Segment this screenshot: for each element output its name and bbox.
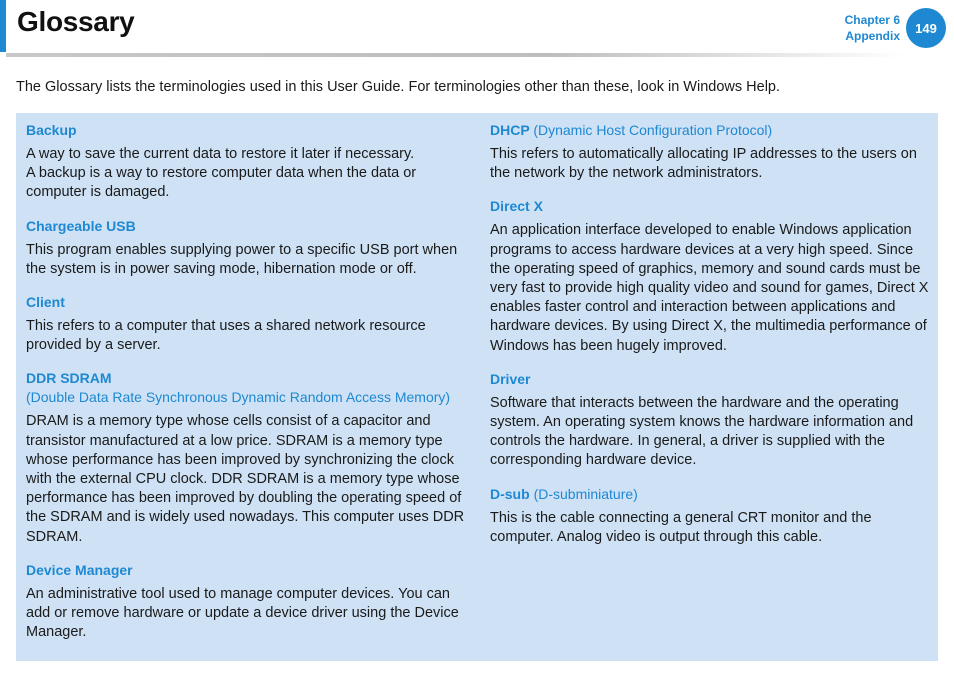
glossary-definition: DRAM is a memory type whose cells consist of a capacitor and transistor manufactured at a low price. SDRAM is a memory type whose performance has been improved by synchronizing the clock with the external CPU clock. DDR SDRAM is a memory type whose performance has been improved by doubling the operating speed of the SDRAM and is widely used nowadays. This computer uses DDR SDRAM. [26, 413, 465, 545]
glossary-definition [26, 145, 471, 203]
glossary-term-line [490, 485, 935, 504]
glossary-box [16, 113, 938, 661]
intro-paragraph: The Glossary lists the terminologies used in this User Guide. For terminologies other than these, look in Windows Help. [16, 79, 781, 95]
glossary-term: Device Manager [26, 561, 133, 578]
glossary-term: Direct X [490, 198, 543, 215]
glossary-entry [26, 561, 471, 643]
glossary-definition: Software that interacts between the hardware and the operating system. An operating system knows the hardware information and controls the hardware. In general, a driver is supplied with the corresponding hardware device. [490, 394, 914, 469]
chapter-label: Chapter 6 [844, 13, 900, 27]
title-divider [6, 53, 906, 57]
page-title: Glossary [17, 6, 135, 37]
definition-line: A way to save the current data to restore it later if necessary. A backup is a way to restore computer data when the data or computer is damaged. [26, 146, 417, 201]
glossary-entry [26, 121, 471, 203]
glossary-entry [490, 121, 935, 183]
glossary-expansion: (Double Data Rate Synchronous Dynamic Random Access Memory) [26, 389, 451, 406]
glossary-column-left [26, 121, 471, 656]
glossary-entry [26, 369, 471, 546]
chapter-info [845, 12, 900, 44]
glossary-entry [490, 370, 935, 471]
glossary-definition: This refers to automatically allocating IP addresses to the users on the network by the network administrators. [490, 146, 917, 182]
glossary-term: Driver [490, 370, 531, 387]
glossary-definition: This is the cable connecting a general CRT monitor and the computer. Analog video is output through this cable. [490, 509, 872, 545]
glossary-term: D-sub [490, 485, 530, 502]
glossary-term: Chargeable USB [26, 217, 136, 234]
section-label: Appendix [845, 29, 900, 43]
title-accent-bar [0, 0, 6, 52]
glossary-definition: An application interface developed to enable Windows application programs to access hardware devices at a very high speed. Since the operating speed of graphics, memory and sound cards must be very fast to provide high quality video and sound for games, Direct X enables faster control and interaction between applications and hardware devices. By using Direct X, the multimedia performance of Windows has been hugely improved. [490, 222, 929, 354]
glossary-expansion: (Dynamic Host Configuration Protocol) [533, 122, 773, 138]
glossary-definition: An administrative tool used to manage computer devices. You can add or remove hardware or update a device driver using the Device Manager. [26, 585, 459, 641]
glossary-term-line [490, 121, 935, 140]
glossary-term: DDR SDRAM [26, 370, 112, 387]
glossary-entry [490, 197, 935, 355]
glossary-entry [26, 217, 471, 279]
glossary-expansion: (D-subminiature) [533, 485, 638, 502]
glossary-term: Backup [26, 122, 77, 138]
glossary-definition: This program enables supplying power to a specific USB port when the system is in power saving mode, hibernation mode or off. [26, 241, 458, 277]
glossary-entry [26, 293, 471, 355]
glossary-entry [490, 485, 935, 547]
glossary-column-right [490, 121, 935, 561]
glossary-term: DHCP [490, 122, 530, 138]
glossary-term: Client [26, 294, 65, 311]
page-number-badge: 149 [906, 8, 946, 48]
glossary-definition: This refers to a computer that uses a shared network resource provided by a server. [26, 318, 426, 354]
